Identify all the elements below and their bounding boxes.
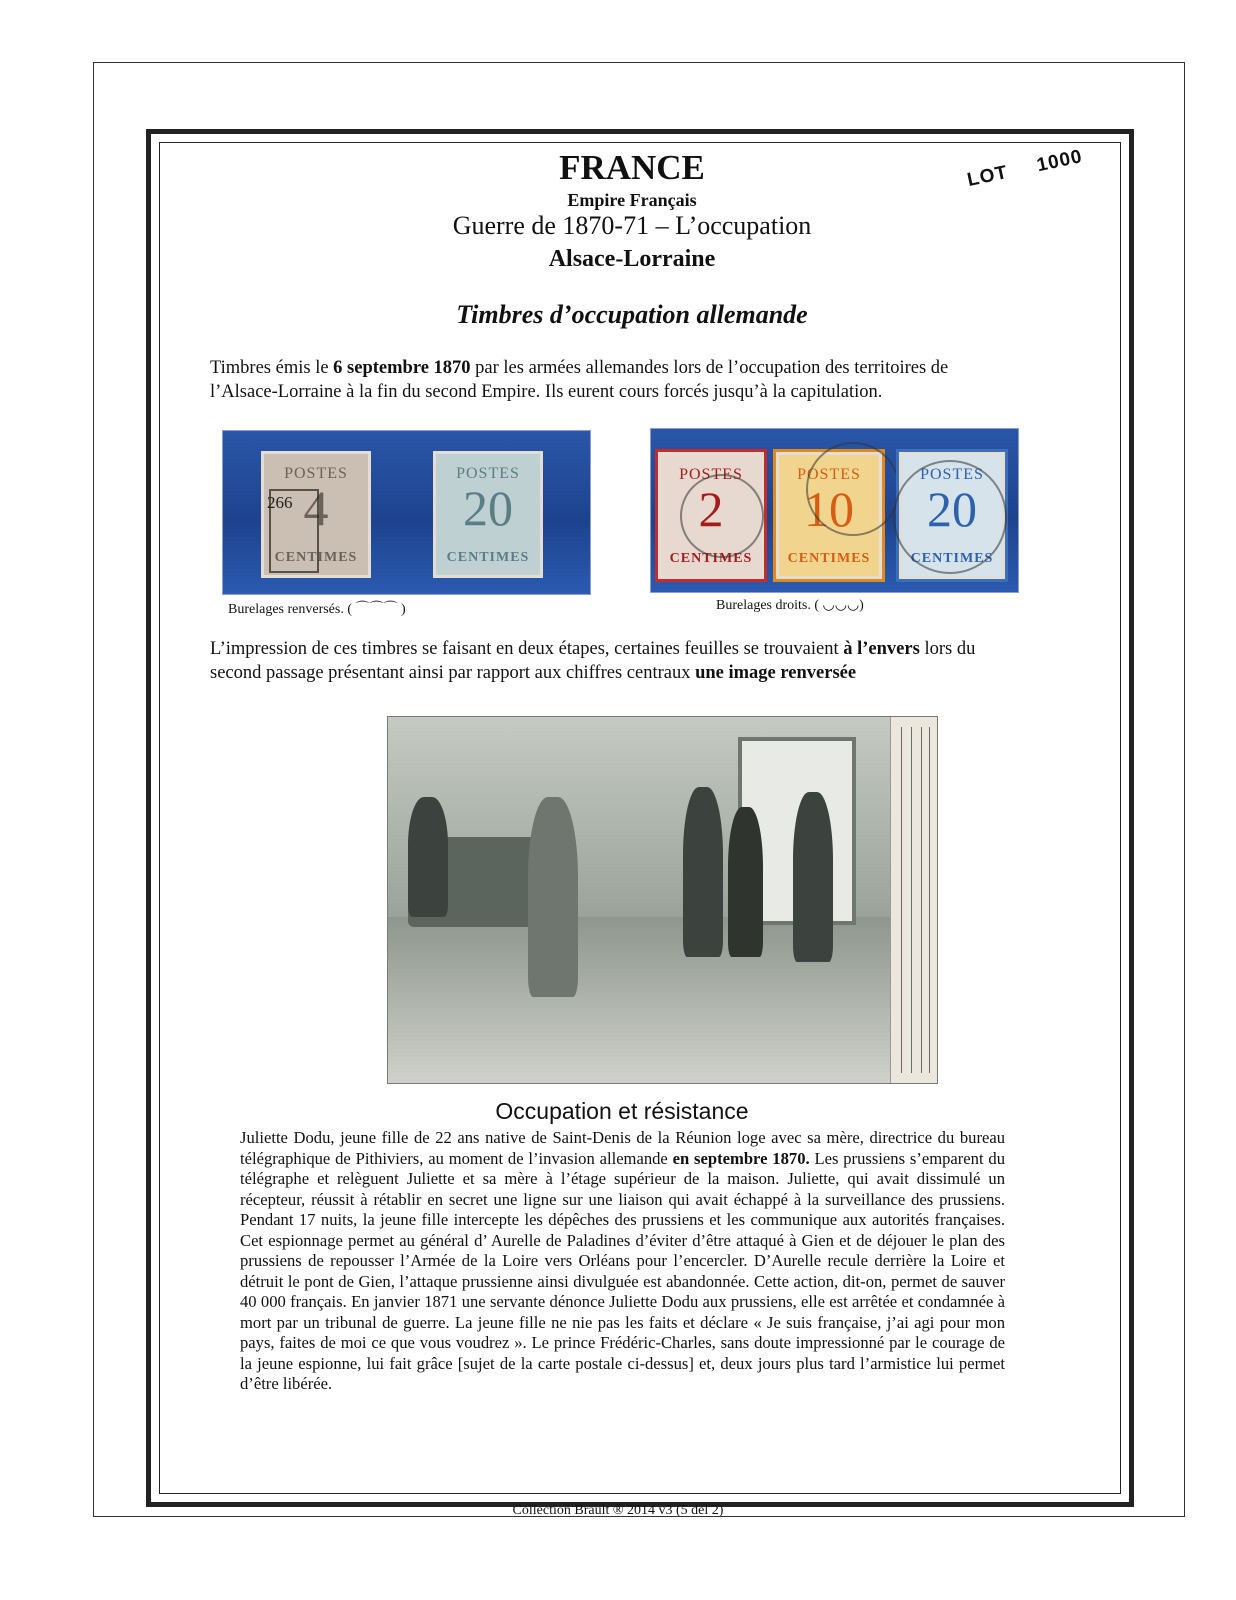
postmark bbox=[893, 460, 1007, 574]
stamp-board-upright bbox=[650, 428, 1019, 593]
stamp-20-centimes-grey: POSTES 20 CENTIMES bbox=[433, 451, 543, 578]
cancel-number: 266 bbox=[267, 493, 293, 512]
intro-date: 6 septembre 1870 bbox=[333, 358, 471, 378]
story-title: Occupation et résistance bbox=[495, 1098, 749, 1124]
postcard-caption-strip bbox=[890, 717, 937, 1083]
caption-inverted: Burelages renversés. ( ⌒⌒⌒ ) bbox=[228, 602, 406, 617]
lot-label: LOT bbox=[965, 161, 1010, 192]
footer: Collection Brault ® 2014 v3 (5 del 2) bbox=[512, 1503, 724, 1518]
printing-paragraph: L’impression de ces timbres se faisant en deux étapes, certaines feuilles se trouvaient à l’envers lors du second passage présentant ainsi par rapport aux chiffres centraux une image renversée bbox=[210, 639, 976, 683]
postmark bbox=[806, 442, 900, 536]
section-title: Timbres d’occupation allemande bbox=[456, 300, 808, 329]
war-subtitle: Guerre de 1870-71 – L’occupation bbox=[452, 211, 812, 240]
caption-upright: Burelages droits. ( ◡◡◡) bbox=[716, 598, 864, 613]
stamp-board-inverted bbox=[222, 430, 591, 595]
lot-number: 1000 bbox=[1034, 146, 1085, 177]
postcard-illustration bbox=[387, 716, 938, 1084]
story-paragraph: Juliette Dodu, jeune fille de 22 ans native de Saint-Denis de la Réunion loge avec sa mère, directrice du bureau télégraphique de Pithiviers, au moment de l’invasion allemande en septembre 1870. Les prussiens s’emparent du télégraphe et relèguent Juliette et sa mère à l’étage supérieur de la maison. Juliette, qui avait dissimulé un récepteur, réussit à rétablir en secret une ligne sur une liaison qui avait échappé à la surveillance des prussiens. Pendant 17 nuits, la jeune fille intercepte les dépêches des prussiens et les communique aux autorités françaises. Cet espionnage permet au général d’ Aurelle de Paladines d’éviter d’être attaqué à Gien et de déjouer le plan des prussiens de repousser l’Armée de la Loire vers Orléans pour l’encercler. D’Aurelle recule derrière la Loire et détruit le pont de Gien, l’attaque prussienne ainsi divulguée est abandonnée. Cette action, dit-on, permet de sauver 40 000 français. En janvier 1871 une servante dénonce Juliette Dodu aux prussiens, elle est arrêtée et condamnée à mort par un tribunal de guerre. La jeune fille ne nie pas les faits et déclare « Je suis française, j’ai agi pour mon pays, faites de moi ce que vous voudrez ». Le prince Frédéric-Charles, sans doute impressionné par le courage de la jeune espionne, lui fait grâce [sujet de la carte postale ci-dessus] et, deux jours plus tard l’armistice lui permet d’être libérée. bbox=[240, 1128, 1005, 1393]
stamp-4-centimes: POSTES 4 CENTIMES 266 bbox=[261, 451, 371, 578]
empire-subtitle: Empire Français bbox=[567, 190, 697, 210]
stamp-20-centimes-blue: POSTES 20 CENTIMES bbox=[896, 449, 1008, 582]
story-date: en septembre 1870. bbox=[672, 1148, 810, 1168]
stamp-10-centimes: POSTES 10 CENTIMES bbox=[773, 449, 885, 582]
region-title: Alsace-Lorraine bbox=[548, 246, 716, 272]
stamp-2-centimes: POSTES 2 CENTIMES bbox=[655, 449, 767, 582]
country-title: FRANCE bbox=[559, 148, 705, 187]
postmark bbox=[680, 474, 764, 558]
intro-paragraph: Timbres émis le 6 septembre 1870 par les armées allemandes lors de l’occupation des territoires de l’Alsace-Lorraine à la fin du second Empire. Ils eurent cours forcés jusqu’à la capitulation. bbox=[210, 358, 949, 402]
